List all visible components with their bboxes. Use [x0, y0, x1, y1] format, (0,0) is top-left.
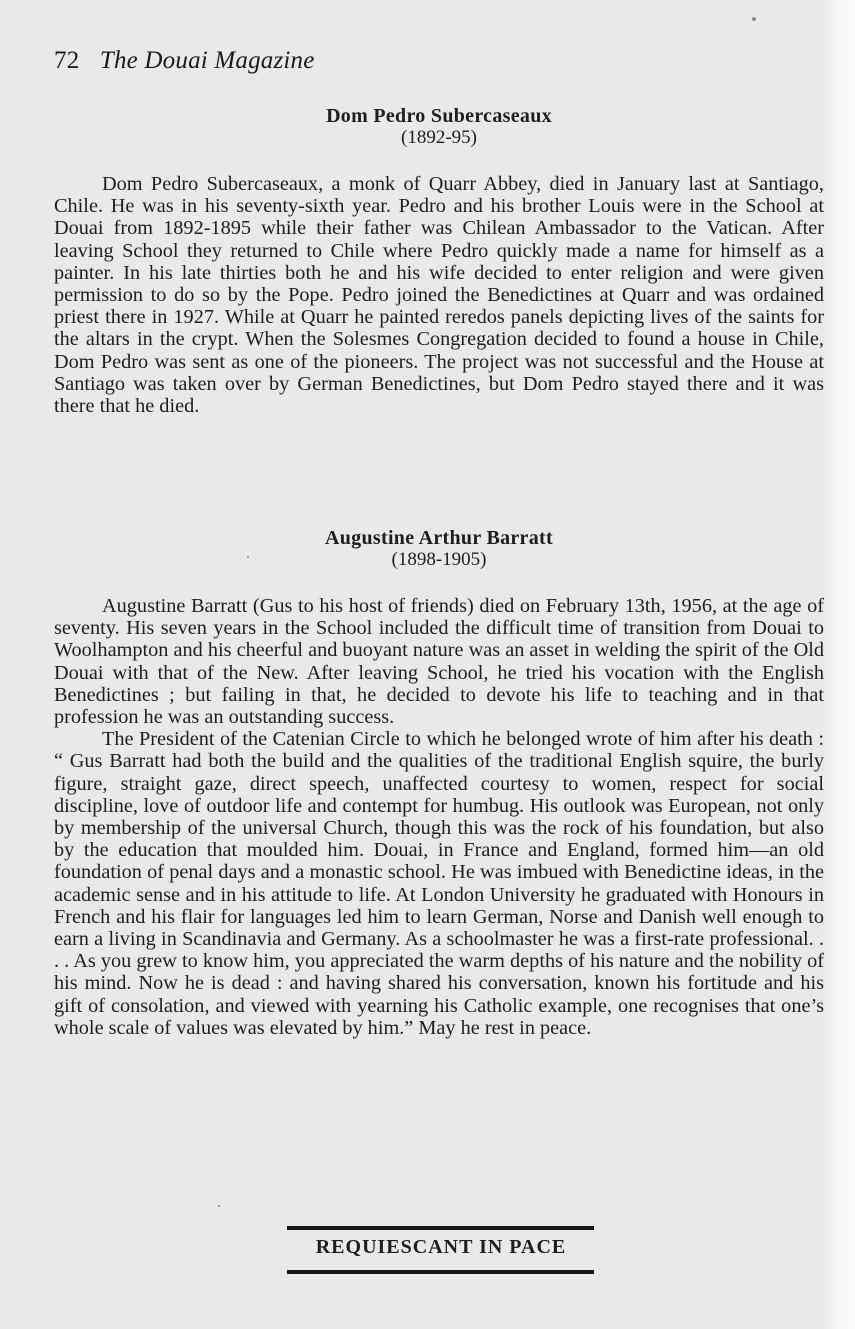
paragraph: Augustine Barratt (Gus to his host of friends) died on February 13th, 1956, at the age of seventy. His seven years in the School included the difficult time of transition from Douai to Woolhampton and his cheerful and buoyant nature was an asset in welding the spirit of the Old Douai with that of the New. After leaving School, he tried his vocation with the English Benedictines ; but failing in that, he decided to devote his life to teaching and in that profession he was an outstanding success. — [54, 595, 824, 729]
magazine-title: The Douai Magazine — [99, 47, 315, 74]
print-speck — [752, 17, 756, 21]
obituary-heading: Dom Pedro Subercaseaux — [326, 105, 552, 127]
paragraph: The President of the Catenian Circle to which he belonged wrote of him after his death : “ Gus Barratt had both the build and the qualities of the traditional English squire, the burly figure, straight gaze, direct speech, unaffected courtesy to women, respect for social discipline, love of outdoor life and contempt for humbug. His outlook was European, not only by membership of the universal Church, though this was the rock of his foundation, but also by the education that moulded him. Douai, in France and England, formed him—an old foundation of penal days and a monastic school. He was imbued with Benedictine ideas, in the academic sense and in his attitude to life. At London University he graduated with Honours in French and his flair for languages led him to learn German, Norse and Danish well enough to earn a living in Scandinavia and Germany. As a schoolmaster he was a first-rate professional. . . . As you grew to know him, you appreciated the warm depths of his nature and the nobility of his mind. Now he is dead : and having shared his conversation, known his fortitude and his gift of consolation, and viewed with yearning his Catholic example, one recognises that one’s whole scale of values was elevated by him.” May he rest in peace. — [54, 728, 824, 1039]
print-speck — [218, 1205, 220, 1207]
obituary-body — [54, 173, 824, 417]
obituary-heading: Augustine Arthur Barratt — [325, 527, 553, 549]
obituary-dates: (1892-95) — [401, 127, 477, 148]
page-number: 72 — [54, 47, 80, 74]
top-rule — [287, 1226, 594, 1230]
closing-title: REQUIESCANT IN PACE — [315, 1236, 567, 1258]
obituary-dates: (1898-1905) — [391, 549, 487, 570]
paragraph: Dom Pedro Subercaseaux, a monk of Quarr Abbey, died in January last at Santiago, Chile. He was in his seventy-sixth year. Pedro and his brother Louis were in the School at Douai from 1892-1895 while their father was Chilean Ambassador to the Vatican. After leaving School they returned to Chile where Pedro quickly made a name for himself as a painter. In his late thirties both he and his wife decided to enter religion and were given permission to do so by the Pope. Pedro joined the Benedictines at Quarr and was ordained priest there in 1927. While at Quarr he painted reredos panels depicting lives of the saints for the altars in the crypt. When the Solesmes Congregation decided to found a house in Chile, Dom Pedro was sent as one of the pioneers. The project was not successful and the House at Santiago was taken over by German Benedictines, but Dom Pedro stayed there and it was there that he died. — [54, 173, 824, 418]
running-head — [54, 47, 315, 75]
page-edge — [825, 0, 855, 1329]
bottom-rule — [287, 1270, 594, 1274]
obituary-body — [54, 595, 824, 1039]
